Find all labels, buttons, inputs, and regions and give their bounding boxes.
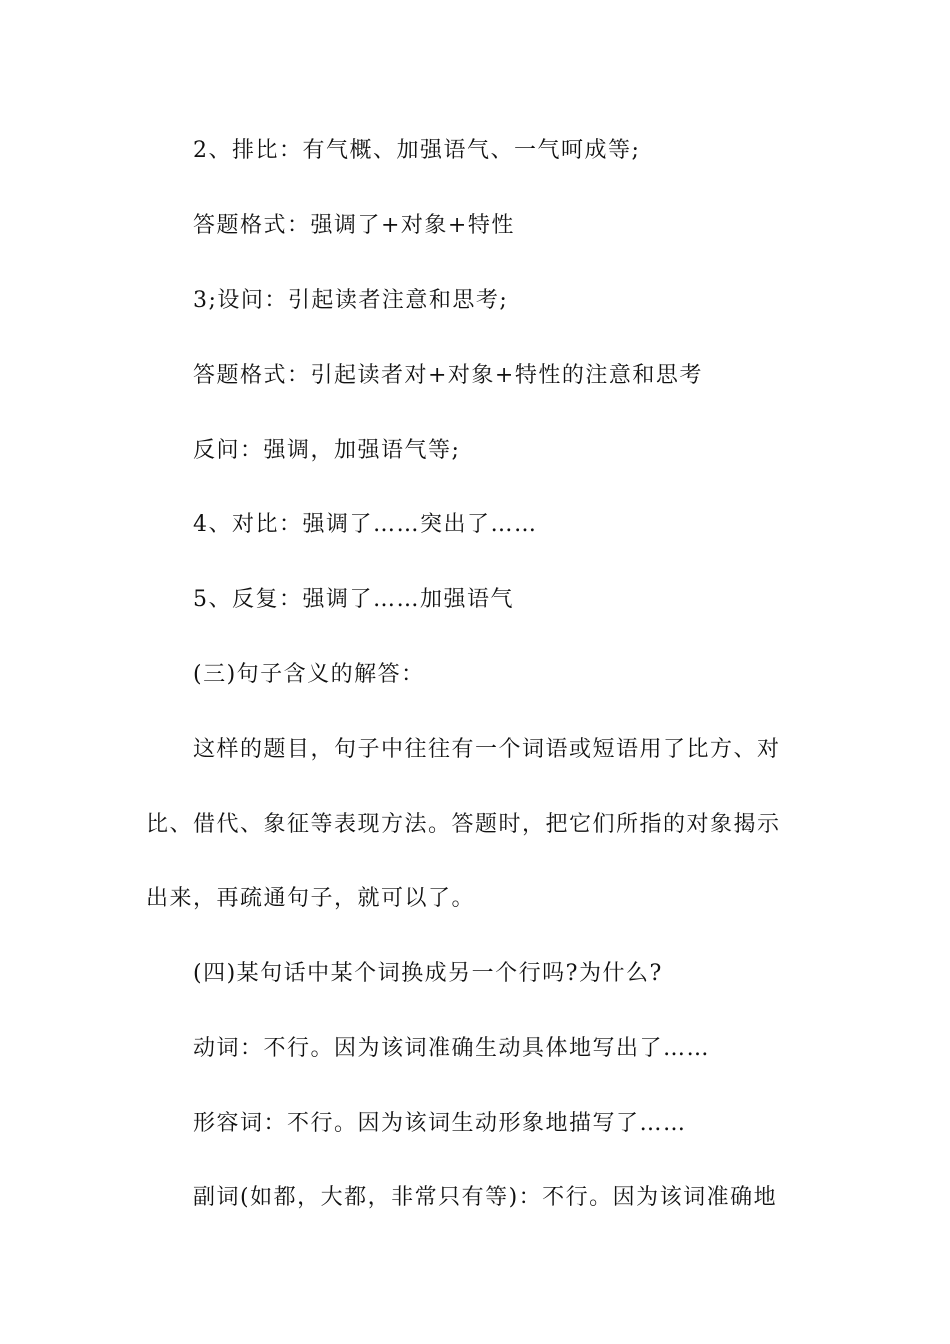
text-line-adjective: 形容词：不行。因为该词生动形象地描写了…… [193,1111,687,1136]
section-heading-word-replacement: (四)某句话中某个词换成另一个行吗?为什么? [193,961,663,986]
text-line-answer-format-2: 答题格式：引起读者对+对象+特性的注意和思考 [193,363,703,388]
paragraph-line-3: 出来，再疏通句子，就可以了。 [146,886,476,911]
text-line-answer-format-1: 答题格式：强调了+对象+特性 [193,213,515,238]
text-line-adverb: 副词(如都，大都，非常只有等)：不行。因为该词准确地 [193,1185,778,1210]
text-line-verb: 动词：不行。因为该词准确生动具体地写出了…… [193,1036,711,1061]
text-line-counter-question: 反问：强调，加强语气等; [193,438,461,463]
text-line-parallelism: 2、排比：有气概、加强语气、一气呵成等; [193,138,641,163]
text-line-rhetorical-question: 3;设问：引起读者注意和思考; [193,288,509,313]
text-line-contrast: 4、对比：强调了……突出了…… [193,512,538,537]
section-heading-sentence-meaning: (三)句子含义的解答： [193,662,425,687]
paragraph-line-1: 这样的题目，句子中往往有一个词语或短语用了比方、对 [193,737,781,762]
text-line-repetition: 5、反复：强调了……加强语气 [193,587,514,612]
paragraph-line-2: 比、借代、象征等表现方法。答题时，把它们所指的对象揭示 [146,812,781,837]
